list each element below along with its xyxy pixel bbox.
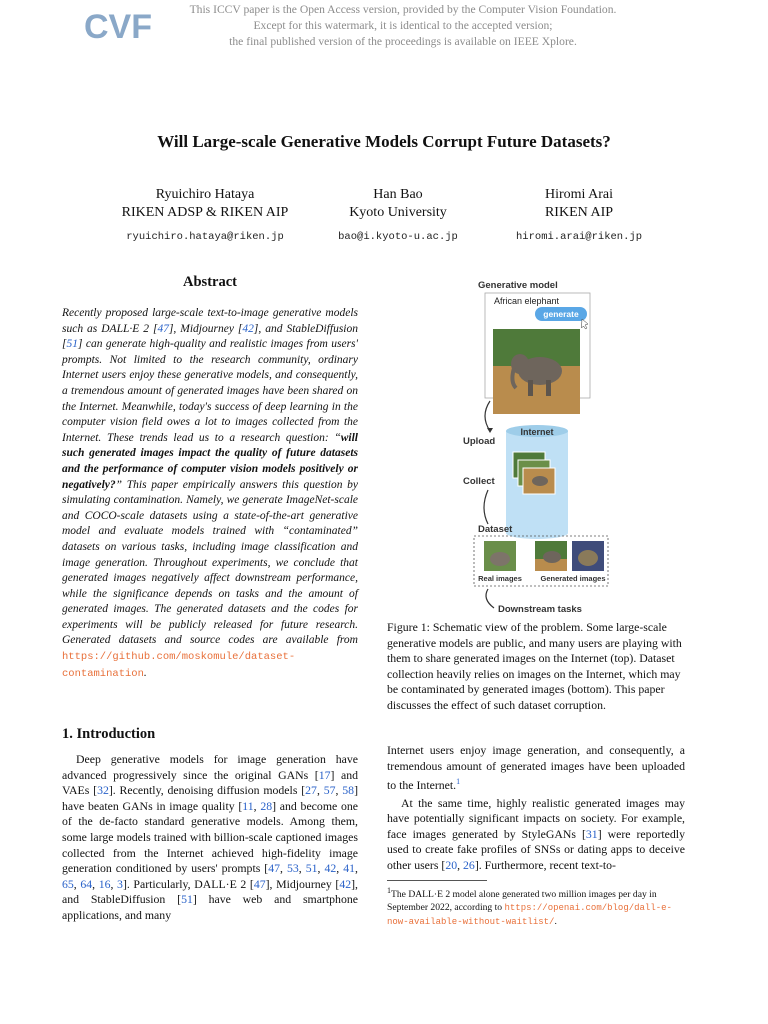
citation-link[interactable]: 47	[268, 861, 281, 876]
figure-1-caption: Figure 1: Schematic view of the problem. Some large-scale generative models are public, and many users are playing with them to share generated images on the Internet (top). Dataset collection heavily relies on images on the Internet, which may be contaminated by generated images (bottom). This paper discusses the effect of such dataset corruption.	[387, 620, 682, 712]
citation-link[interactable]: 27	[305, 783, 317, 798]
citation-link[interactable]: 42	[242, 322, 254, 335]
watermark-line-1: This ICCV paper is the Open Access version, provided by the Computer Vision Foundation.	[189, 3, 617, 16]
body-text: ,	[298, 861, 306, 876]
real-image-thumb	[484, 541, 516, 571]
author-1	[100, 186, 310, 246]
body-text: ,	[92, 876, 99, 891]
label-dataset: Dataset	[478, 524, 513, 535]
author-affiliation: Kyoto University	[349, 205, 447, 220]
paper-title: Will Large-scale Generative Models Corrupt Future Datasets?	[157, 132, 611, 151]
research-question: will such generated images impact the quality of future datasets and the performance of computer vision models positively or negatively?	[62, 431, 358, 491]
author-2	[315, 186, 481, 246]
cvf-logo	[84, 6, 152, 46]
author-3	[486, 186, 672, 246]
label-generated-images: Generated images	[540, 574, 606, 583]
figure-1-schematic	[458, 276, 628, 616]
citation-link[interactable]: 3	[117, 876, 123, 891]
footnote-rule	[387, 880, 487, 881]
body-text: Internet users enjoy image generation, and consequently, a tremendous amount of generated images have been uploaded to the Internet.	[387, 743, 685, 793]
citation-link[interactable]: 32	[97, 783, 109, 798]
openai-blog-link[interactable]: https://openai.com/blog/dall-e-now-available-without-waitlist/	[387, 903, 672, 928]
body-text: ,	[457, 858, 464, 873]
generate-label: generate	[543, 309, 579, 319]
body-text: ] and become one of the de-facto standard generative models. Among them, some large models trained with billion-scale captioned images collected from the Internet achieved high-fidelity image generation conditioned by users' prompts [	[62, 798, 358, 876]
intro-paragraph-1	[62, 752, 358, 924]
citation-link[interactable]: 17	[318, 767, 331, 782]
label-collect: Collect	[463, 476, 495, 487]
author-name: Ryuichiro Hataya	[155, 187, 255, 202]
watermark-line-2: Except for this watermark, it is identical to the accepted version;	[253, 19, 553, 32]
label-internet: Internet	[520, 427, 554, 437]
citation-link[interactable]: 65	[62, 876, 74, 891]
body-text: ], and StableDiffusion [	[62, 876, 358, 907]
citation-link[interactable]: 16	[98, 876, 111, 891]
body-text: ] were reportedly used to create fake profiles of SNSs or dating apps to deceive other users [	[387, 826, 685, 873]
generated-image-thumb-1	[535, 541, 567, 571]
author-email[interactable]: ryuichiro.hataya@riken.jp	[126, 231, 284, 243]
body-text: ]. Furthermore, recent text-to-	[474, 858, 616, 873]
body-text: ] and VAEs [	[62, 767, 358, 798]
footnote-1: $^1$The DALL·E 2 model alone generated two million images per day in September 2022, according to https://openai.com/blog/dall-e-now-available-without-waitlist/.	[387, 886, 672, 928]
body-text: ,	[280, 861, 287, 876]
body-text: Deep generative models for image generation have advanced progressively since the original GANs [	[62, 752, 358, 782]
citation-link[interactable]: 28	[260, 798, 273, 813]
author-name: Hiromi Arai	[544, 187, 614, 202]
body-text: ]. Recently, denoising diffusion models [	[108, 783, 306, 798]
collect-arrow	[484, 490, 488, 524]
intro-left-column	[62, 752, 358, 926]
body-text: ,	[317, 861, 325, 876]
generated-elephant-image	[493, 329, 580, 414]
watermark	[150, 2, 656, 50]
generated-image-thumb-2	[572, 541, 604, 571]
author-email[interactable]: hiromi.arai@riken.jp	[515, 231, 643, 243]
body-text: ,	[336, 861, 344, 876]
label-upload: Upload	[463, 436, 496, 447]
body-text: ] have beaten GANs in image quality [	[62, 783, 359, 813]
body-text: ,	[335, 783, 343, 798]
intro-paragraph-2	[387, 743, 685, 794]
citation-link[interactable]: 42	[324, 861, 337, 876]
citation-link[interactable]: 20	[445, 858, 458, 873]
body-text: ] have web and smartphone applications, and many	[62, 892, 358, 922]
prompt-text: African elephant	[494, 296, 560, 306]
citation-link[interactable]: 31	[585, 826, 598, 841]
upload-arrow	[485, 401, 490, 431]
watermark-line-3: the final published version of the proceedings is available on IEEE Xplore.	[229, 35, 577, 48]
body-text: ,	[355, 861, 358, 876]
section-heading-introduction: 1. Introduction	[62, 726, 156, 742]
citation-link[interactable]: 64	[80, 876, 93, 891]
abstract-body: Recently proposed large-scale text-to-image generative models such as DALL·E 2 [47], Midjourney [42], and StableDiffusion [51] can generate high-quality and realistic images from users' prompts. Not limited to the research community, ordinary Internet users enjoy these generative models, and consequently, a tremendous amount of generated images have been shared on the Internet. Meanwhile, today's success of deep learning in the computer vision field owes a lot to images collected from the Internet. These trends lead us to a research question: “will such generated images impact the quality of future datasets and the performance of computer vision models positively or negatively?” This paper empirically answers this question by simulating contamination. Namely, we generate ImageNet-scale and COCO-scale datasets using a state-of-the-art generative model and evaluate models trained with “contaminated” datasets on various tasks, including image classification and image generation. Throughout experiments, we conclude that generated images negatively affect downstream performance, while the significance depends on tasks and the amount of generated images. The generated datasets and the codes for experiments will be publicly released for future research. Generated datasets and source codes are available from https://github.com/moskomule/dataset-contamination.	[62, 307, 358, 680]
citation-link[interactable]: 51	[66, 338, 78, 351]
abstract-heading: Abstract	[183, 274, 237, 290]
label-generative-model: Generative model	[478, 280, 558, 291]
body-text: ,	[110, 876, 118, 891]
citation-link[interactable]: 58	[342, 783, 355, 798]
citation-link[interactable]: 47	[157, 322, 169, 335]
body-text: ]. Particularly, DALL·E 2 [	[122, 876, 254, 891]
author-email[interactable]: bao@i.kyoto-u.ac.jp	[338, 231, 458, 243]
body-text: ,	[73, 876, 81, 891]
intro-paragraph-3	[387, 796, 685, 874]
github-link[interactable]: https://github.com/moskomule/dataset-contamination	[62, 651, 296, 680]
intro-right-column	[387, 743, 685, 876]
footnote-mark[interactable]: 1	[456, 777, 461, 787]
body-text: ,	[316, 783, 324, 798]
citation-link[interactable]: 11	[242, 798, 254, 813]
cvf-logo-text: CVF	[84, 8, 152, 46]
body-text: ], Midjourney [	[265, 876, 340, 891]
citation-link[interactable]: 47	[253, 876, 266, 891]
body-text: At the same time, highly realistic generated images may have potentially significant impacts on society. For example, face images generated by StyleGANs [	[387, 795, 685, 841]
label-downstream-tasks: Downstream tasks	[498, 604, 582, 615]
citation-link[interactable]: 51	[181, 892, 193, 907]
citation-link[interactable]: 26	[463, 858, 475, 873]
downstream-arrow	[486, 589, 494, 608]
citation-link[interactable]: 42	[339, 876, 352, 891]
author-affiliation: RIKEN AIP	[544, 205, 614, 220]
citation-link[interactable]: 53	[286, 861, 299, 876]
citation-link[interactable]: 51	[305, 861, 318, 876]
citation-link[interactable]: 57	[323, 783, 336, 798]
label-real-images: Real images	[478, 574, 522, 583]
author-name: Han Bao	[373, 187, 423, 202]
author-affiliation: RIKEN ADSP & RIKEN AIP	[121, 205, 289, 220]
body-text: ,	[253, 798, 261, 813]
citation-link[interactable]: 41	[343, 861, 356, 876]
